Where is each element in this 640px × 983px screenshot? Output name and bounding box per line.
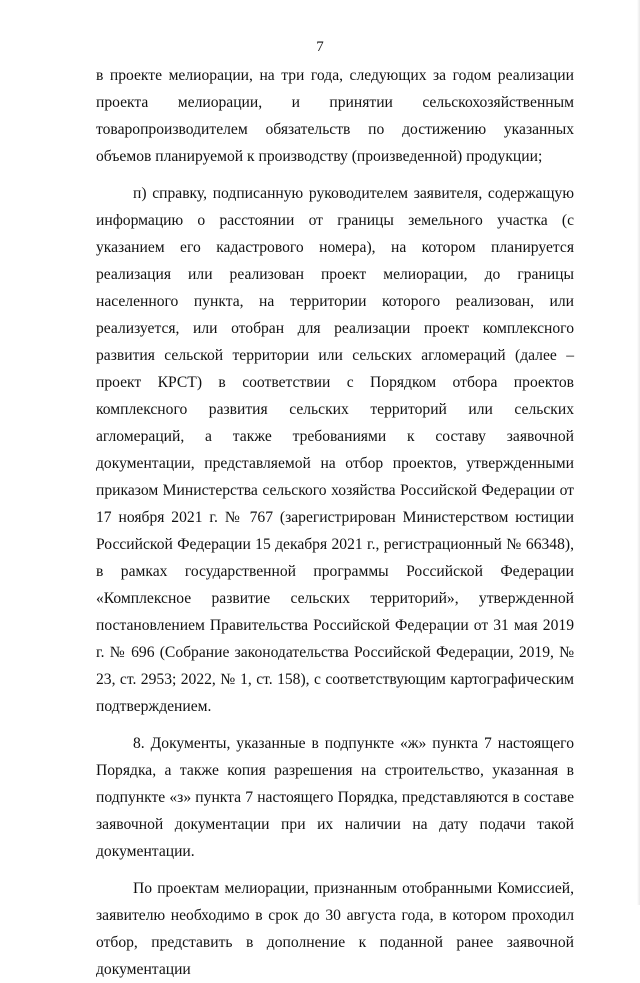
paragraph-selected-projects: По проектам мелиорации, признанным отобранными Комиссией, заявителю необходимо в срок до 30 августа года, в котором проходил отбор, представить в дополнение к поданной ранее заявочной документации: [96, 880, 574, 978]
paragraph-continuation: в проекте мелиорации, на три года, следующих за годом реализации проекта мелиорации, и принятии сельскохозяйственным товаропроизводителем обязательств по достижению указанных объемов планируемой к производству (произведенной) продукции;: [96, 67, 574, 165]
paragraph-subitem-p: п) справку, подписанную руководителем заявителя, содержащую информацию о расстоянии от границы земельного участка (с указанием его кадастрового номера), на котором планируется реализация или реализован проект мелиорации, до границы населенного пункта, на территории которого реализован, или реализуется, или отобран для реализации проект комплексного развития сельской территории или сельских агломераций (далее – проект КРСТ) в соответствии с Порядком отбора проектов комплексного развития сельских территорий или сельских агломераций, а также требованиями к составу заявочной документации, представляемой на отбор проектов, утвержденными приказом Министерства сельского хозяйства Российской Федерации от 17 ноября 2021 г. № 767 (зарегистрирован Министерством юстиции Российской Федерации 15 декабря 2021 г., регистрационный № 66348), в рамках государственной программы Российской Федерации «Комплексное развитие сельских территорий», утвержденной постановлением Правительства Российской Федерации от 31 мая 2019 г. № 696 (Собрание законодательства Российской Федерации, 2019, № 23, ст. 2953; 2022, № 1, ст. 158), с соответствующим картографическим подтверждением.: [96, 185, 574, 715]
paragraph-item-8: 8. Документы, указанные в подпункте «ж» пункта 7 настоящего Порядка, а также копия разрешения на строительство, указанная в подпункте «з» пункта 7 настоящего Порядка, представляются в составе заявочной документации при их наличии на дату подачи такой документации.: [96, 735, 574, 860]
page-number: 7: [316, 39, 324, 55]
document-body: [96, 62, 574, 983]
